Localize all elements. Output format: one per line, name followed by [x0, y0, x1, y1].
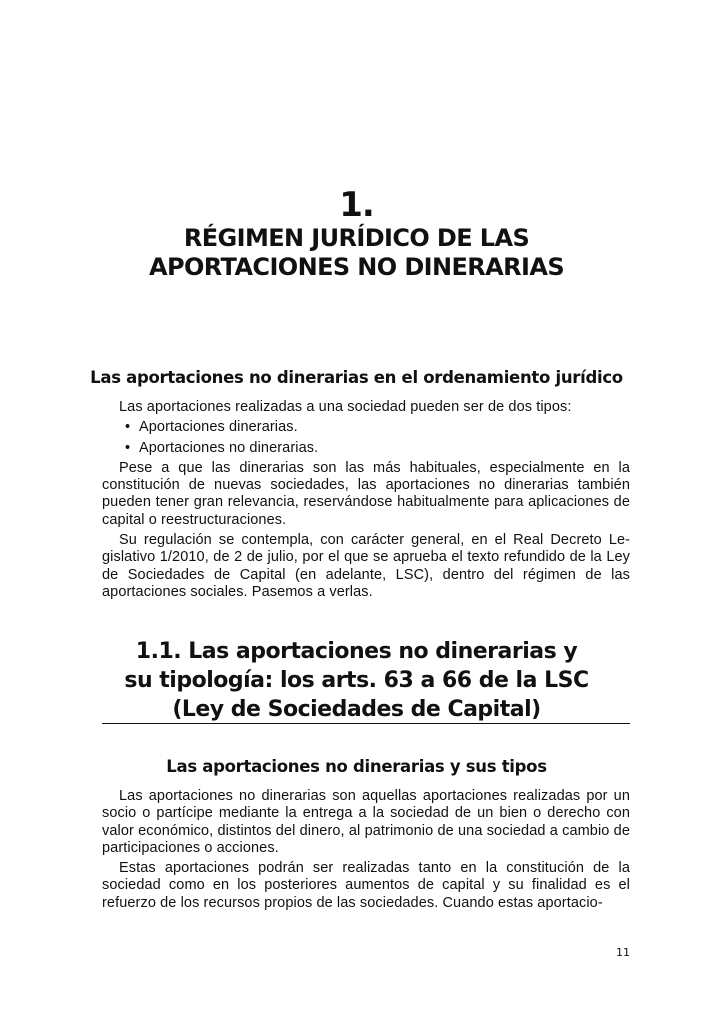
chapter-title [0, 224, 713, 282]
chapter-title-line: RÉGIMEN JURÍDICO DE LAS [183, 224, 530, 252]
section-body [102, 399, 630, 604]
bullet-list [102, 419, 630, 457]
paragraph: Las aportaciones realizadas a una sociedad pueden ser de dos tipos: [119, 399, 572, 415]
page-number: 11 [616, 946, 630, 959]
section-body [102, 788, 630, 915]
paragraph: Las aportaciones no dinerarias son aquellas aportaciones realizadas por un socio o partícipe mediante la entrega a la sociedad de un bien o derecho con valor económico, distintos del dinero, al patrimonio de una sociedad a cambio de participaciones o acciones. [102, 788, 630, 856]
list-item: • Aportaciones dinerarias. [139, 419, 630, 436]
subchapter-heading-line: su tipología: los arts. 63 a 66 de la LSC [124, 668, 589, 693]
heading-divider [102, 723, 630, 724]
paragraph: Estas aportaciones podrán ser realizadas tanto en la constitución de la sociedad como en los posteriores aumentos de capital y su finalidad es el refuerzo de los recursos propios de las sociedades. Cuando estas aportacio- [102, 860, 630, 911]
subchapter-heading-line: 1.1. Las aportaciones no dinerarias y [135, 639, 578, 664]
list-item: • Aportaciones no dinerarias. [139, 440, 630, 457]
subchapter-heading-line: (Ley de Sociedades de Capital) [172, 697, 541, 722]
section-heading: Las aportaciones no dinerarias y sus tipos [166, 757, 547, 776]
paragraph: Su regulación se contempla, con carácter general, en el Real Decreto Legislativo 1/2010, de 2 de julio, por el que se aprueba el texto refundido de la Ley de Sociedades de Capital (en adelante, LSC), dentro del régimen de las aportaciones sociales. Pasemos a verlas. [102, 532, 630, 600]
paragraph: Pese a que las dinerarias son las más habituales, especialmente en la constitución de nuevas sociedades, las aportaciones no dinerarias también pueden tener gran relevancia, reservándose habitualmente para aplicaciones de capital o reestructuraciones. [102, 459, 630, 528]
subchapter-heading [0, 637, 713, 724]
chapter-title-line: APORTACIONES NO DINERARIAS [148, 253, 565, 281]
section-heading: Las aportaciones no dinerarias en el ordenamiento jurídico [90, 368, 623, 387]
chapter-number: 1. [339, 185, 374, 225]
